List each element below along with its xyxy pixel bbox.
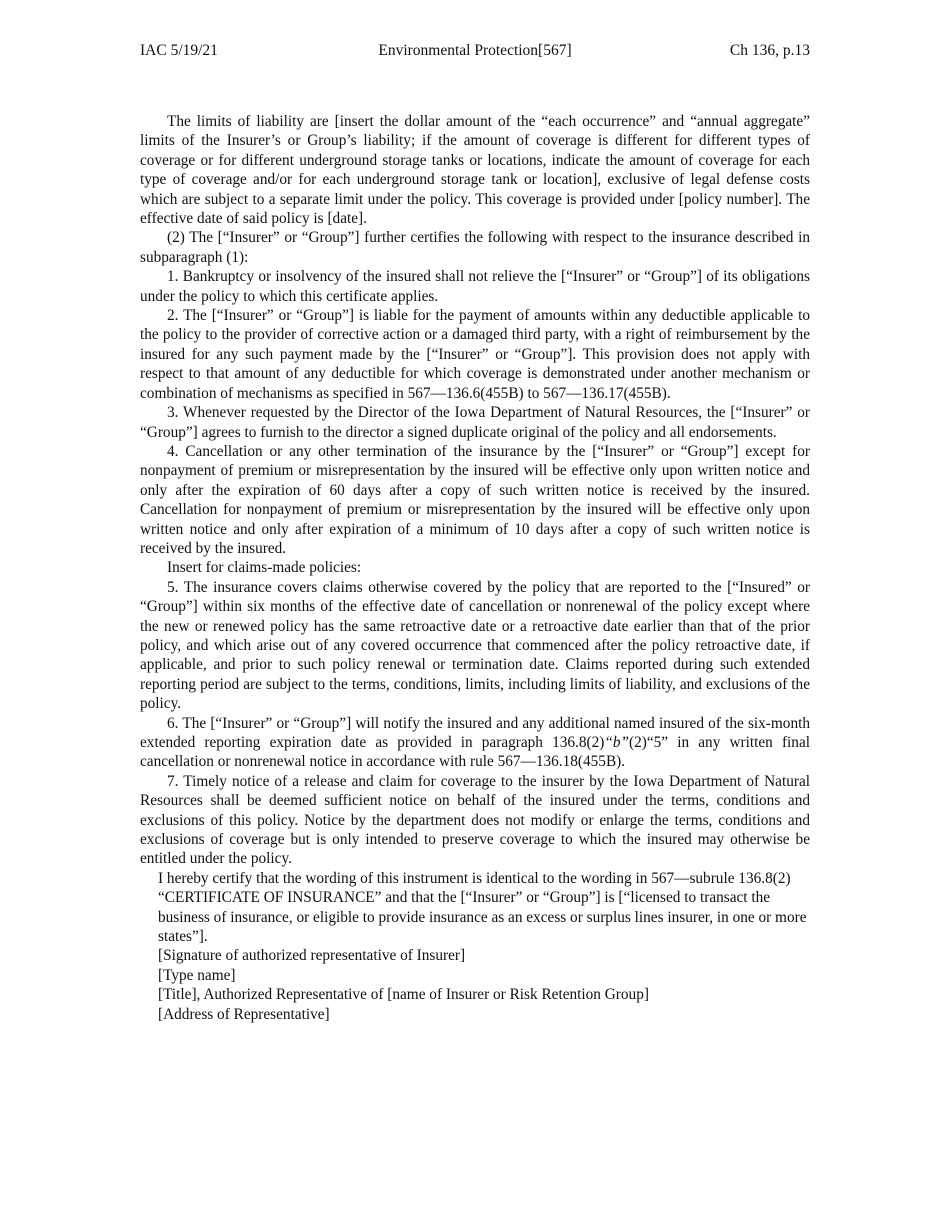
paragraph-item-4: 4. Cancellation or any other termination of the insurance by the [“Insurer” or “Group”] except for nonpayment of premium or misrepresentation by the insured will be effective only upon written notice and only after the expiration of 60 days after a copy of such written notice is received by the insured. Cancellation for nonpayment of premium or misrepresentation by the insured will be effective only upon written notice and only after expiration of a minimum of 10 days after a copy of such written notice is received by the insured. [140,442,810,557]
signature-line: [Signature of authorized representative of Insurer] [158,947,466,965]
paragraph-subparagraph-2: (2) The [“Insurer” or “Group”] further certifies the following with respect to the insurance described in subparagraph (1): [140,229,810,266]
address-line: [Address of Representative] [158,1005,330,1023]
paragraph-item-3: 3. Whenever requested by the Director of the Iowa Department of Natural Resources, the [“Insurer” or “Group”] agrees to furnish to the director a signed duplicate original of the policy and all endorsements. [140,404,810,441]
header-code-date: IAC 5/19/21 [140,42,218,59]
item-6-text-after: (2)“5” in any written final cancellation or nonrenewal notice in accordance with rule 567—136.18(455B). [140,734,810,771]
header-chapter-page: Ch 136, p.13 [729,42,810,59]
paragraph-limits-of-liability: The limits of liability are [insert the dollar amount of the “each occurrence” and “annual aggregate” limits of the Insurer’s or Group’s liability; if the amount of coverage is different for different types of coverage or for different underground storage tanks or locations, indicate the amount of coverage for each type of coverage and/or for each underground storage tank or location], exclusive of legal defense costs which are subject to a separate limit under the policy. This coverage is provided under [policy number]. The effective date of said policy is [date]. [140,113,810,228]
paragraph-item-6 [140,714,810,772]
type-name-line: [Type name] [158,966,236,984]
paragraph-item-7: 7. Timely notice of a release and claim for coverage to the insurer by the Iowa Department of Natural Resources shall be deemed sufficient notice on behalf of the insured under the terms, conditions and exclusions of this policy. Notice by the department does not modify or enlarge the terms, conditions and exclusions of coverage but is only intended to preserve coverage to which the insured may otherwise be entitled under the policy. [140,772,810,868]
header-agency-title: Environmental Protection[567] [378,42,572,59]
document-body [140,112,810,1024]
paragraph-item-1: 1. Bankruptcy or insolvency of the insured shall not relieve the [“Insurer” or “Group”] of its obligations under the policy to which this certificate applies. [140,268,810,305]
page-header [140,40,810,62]
item-6-text-before: 6. The [“Insurer” or “Group”] will notify the insured and any additional named insured of the six-month extended reporting expiration date as provided in paragraph 136.8(2) [140,714,810,751]
paragraph-claims-made-heading: Insert for claims-made policies: [167,559,362,577]
certification-statement: I hereby certify that the wording of this instrument is identical to the wording in 567—subrule 136.8(2) “CERTIFICATE OF INSURANCE” and that the [“Insurer” or “Group”] is [“licensed to transact the business of insurance, or eligible to provide insurance as an excess or surplus lines insurer, in one or more states”]. [158,869,807,946]
title-line: [Title], Authorized Representative of [name of Insurer or Risk Retention Group] [158,986,649,1004]
paragraph-item-5: 5. The insurance covers claims otherwise covered by the policy that are reported to the [“Insured” or “Group”] within six months of the effective date of cancellation or nonrenewal of the policy except where the new or renewed policy has the same retroactive date or a retroactive date earlier than that of the prior policy, and which arise out of any covered occurrence that commenced after the policy retroactive date, if applicable, and prior to such policy renewal or termination date. Claims reported during such extended reporting period are subject to the terms, conditions, limits, including limits of liability, and exclusions of the policy. [140,578,810,713]
item-6-italic-ref: “b” [604,734,630,751]
paragraph-item-2: 2. The [“Insurer” or “Group”] is liable for the payment of amounts within any deductible applicable to the policy to the provider of corrective action or a damaged third party, with a right of reimbursement by the insured for any such payment made by the [“Insurer” or “Group”]. This provision does not apply with respect to that amount of any deductible for which coverage is demonstrated under another mechanism or combination of mechanisms as specified in 567—136.6(455B) to 567—136.17(455B). [140,307,810,402]
